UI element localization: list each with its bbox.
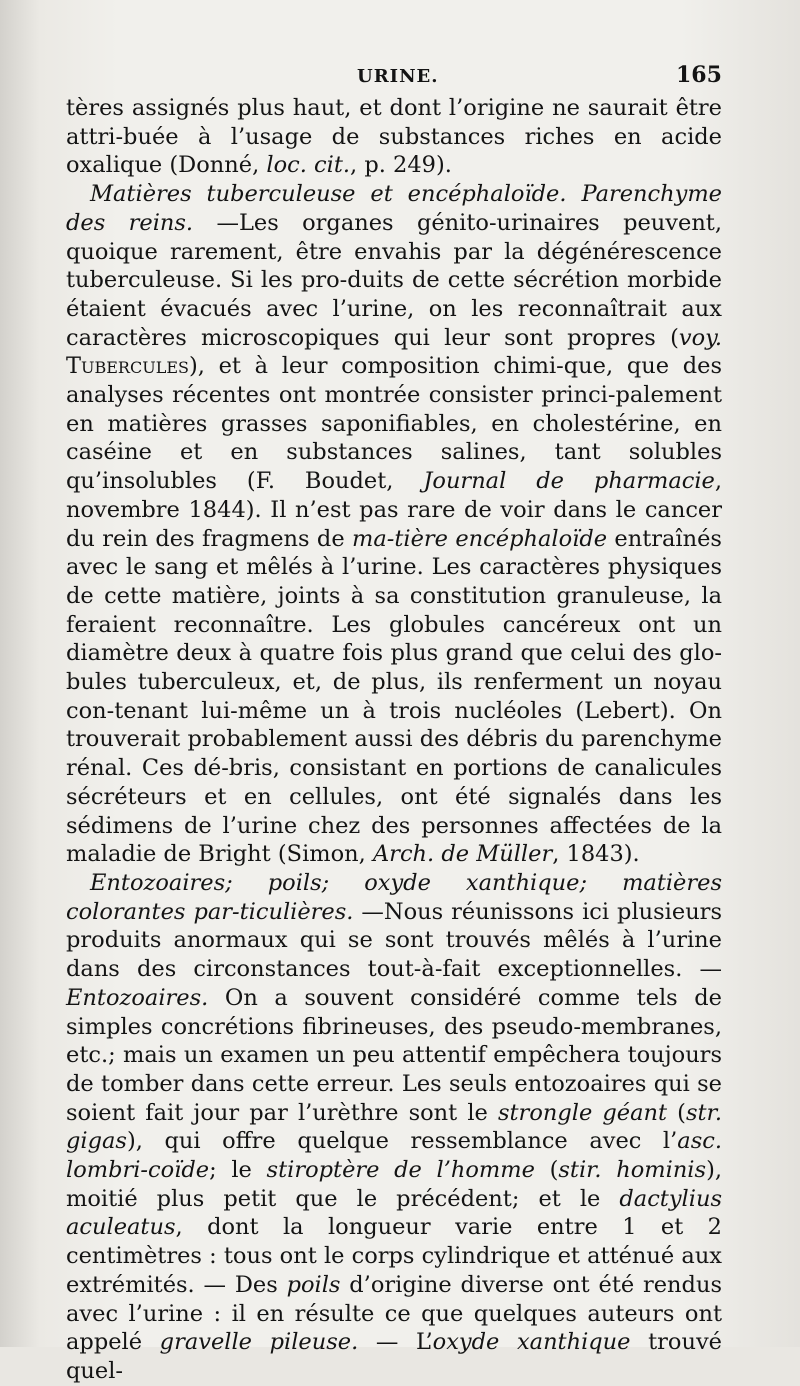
italic-run: Matières tuberculeuse et encéphaloïde. Parenchyme des reins. xyxy=(66,181,722,236)
text-run: , p. 249). xyxy=(350,152,452,179)
text-run: ), et à leur composition chimi-que, que des analyses récentes ont montrée consister princi-palement en matières grasses saponifiables, en cholestérine, en caséine et en substances salines, tant solubles qu’insolubles (F. Boudet, xyxy=(66,353,722,495)
text-run: entraînés avec le sang et mêlés à l’urine. Les caractères physiques de cette matière, joints à sa constitution granuleuse, la feraient reconnaître. Les globules cancéreux ont un diamètre deux à quatre fois plus grand que celui des glo-bules tuberculeux, et, de plus, ils renferment un noyau con-tenant lui-même un à trois nucléoles (Lebert). On trouverait probablement aussi des débris du parenchyme rénal. Ces dé-bris, consistant en portions de canalicules sécréteurs et en cellules, ont été signalés dans les sédimens de l’urine chez des personnes affectées de la maladie de Bright (Simon, xyxy=(66,525,722,868)
italic-run: ma-tière encéphaloïde xyxy=(352,525,608,552)
page-number: 165 xyxy=(676,62,722,88)
text-run: , 1843). xyxy=(552,841,640,868)
text-run: —Nous réunissons ici plusieurs produits anormaux qui se sont trouvés mêlés à l’urine dans des circonstances tout-à-fait exceptionnelles. — xyxy=(66,898,722,983)
text-run: ( xyxy=(534,1157,559,1184)
paragraph-tuberculeuse xyxy=(66,180,722,869)
italic-run: stir. hominis xyxy=(558,1157,707,1184)
italic-run: str. gigas xyxy=(66,1099,722,1155)
text-run: trouvé quel- xyxy=(66,1329,722,1384)
italic-run: stiroptère de l’homme xyxy=(266,1157,535,1184)
text-run: ), moitié plus petit que le précédent; et le xyxy=(66,1157,722,1212)
text-run: On a souvent considéré comme tels de simples concrétions fibrineuses, des pseudo-membranes, etc.; mais un examen un peu attentif empêchera toujours de tomber dans cette erreur. Les seuls entozoaires qui se soient fait jour par l’urèthre sont le xyxy=(66,984,722,1126)
italic-run: voy. xyxy=(678,324,722,351)
italic-run: loc. cit. xyxy=(266,152,351,179)
text-run: ; le xyxy=(209,1157,267,1184)
smallcaps-run: Tubercules xyxy=(66,353,189,380)
running-head-title: URINE. xyxy=(357,66,439,87)
text-run: ( xyxy=(667,1099,686,1126)
italic-run: Entozoaires; poils; oxyde xanthique; matières colorantes par-ticulières. xyxy=(66,869,722,925)
text-run: — L’ xyxy=(358,1329,433,1356)
text-run: , novembre 1844). Il n’est pas rare de voir dans le cancer du rein des fragmens de xyxy=(66,468,723,552)
italic-run: poils xyxy=(286,1271,341,1298)
italic-run: Entozoaires. xyxy=(66,984,209,1011)
body-text xyxy=(66,94,722,1386)
italic-run: gravelle pileuse. xyxy=(159,1329,359,1356)
italic-run: asc. lombri-coïde xyxy=(66,1128,722,1184)
paragraph-continuation xyxy=(66,94,722,180)
text-run: d’origine diverse ont été rendus avec l’urine : il en résulte ce que quelques auteurs ont appelé xyxy=(66,1271,722,1356)
italic-run: Arch. de Müller xyxy=(372,841,553,868)
text-run: , dont la longueur varie entre 1 et 2 centimètres : tous ont le corps cylindrique et atténué aux extrémités. — Des xyxy=(66,1214,722,1298)
italic-run: Journal de pharmacie xyxy=(423,468,715,495)
italic-run: oxyde xanthique xyxy=(432,1329,631,1356)
text-run: tères assignés plus haut, et dont l’origine ne saurait être attri-buée à l’usage de substances riches en acide oxalique (Donné, xyxy=(66,95,722,179)
text-run: —Les organes génito-urinaires peuvent, quoique rarement, être envahis par la dégénérescence tuberculeuse. Si les pro-duits de cette sécrétion morbide étaient évacués avec l’urine, on les reconnaîtrait aux caractères microscopiques qui leur sont propres ( xyxy=(66,209,723,351)
italic-run: strongle géant xyxy=(497,1099,668,1126)
running-head xyxy=(0,62,800,90)
paragraph-entozoaires xyxy=(66,869,722,1386)
italic-run: dactylius aculeatus xyxy=(66,1185,722,1241)
text-run: ), qui offre quelque ressemblance avec l’ xyxy=(126,1128,678,1155)
